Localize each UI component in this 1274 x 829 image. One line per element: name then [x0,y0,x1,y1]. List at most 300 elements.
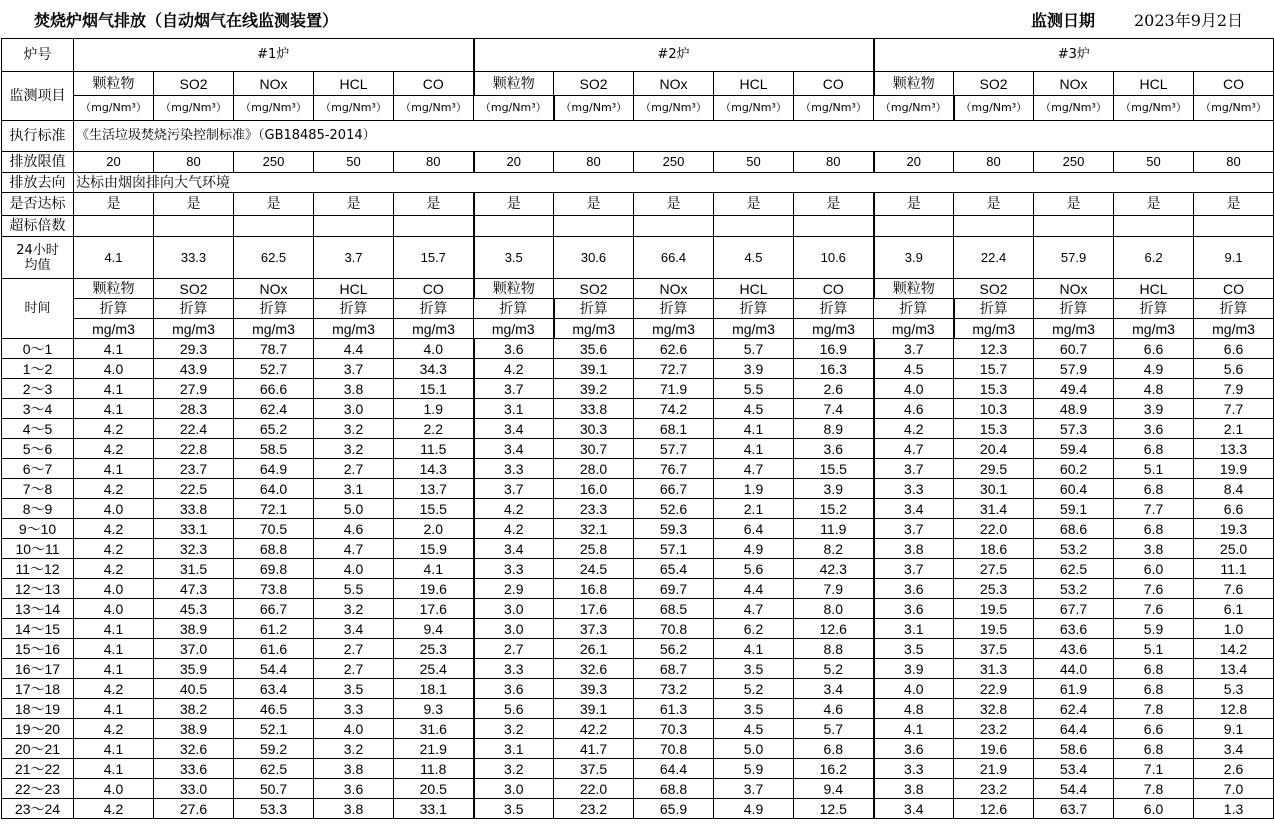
value-cell: 22.5 [154,479,234,499]
value-cell: 25.4 [394,659,474,679]
value-cell: 3.3 [474,659,554,679]
value-cell: 3.0 [474,619,554,639]
limit-value: 250 [1034,152,1114,173]
avg24-value: 57.9 [1034,237,1114,279]
avg24-value: 30.6 [554,237,634,279]
limit-value: 250 [234,152,314,173]
hourly-unit-header: mg/m3 [314,319,394,339]
table-row [2,339,1274,359]
value-cell: 4.1 [714,639,794,659]
compliant-value: 是 [394,193,474,216]
avg24-value: 6.2 [1114,237,1194,279]
value-cell: 5.6 [474,699,554,719]
value-cell: 32.6 [554,659,634,679]
table-row [2,379,1274,399]
avg24-value: 4.1 [74,237,154,279]
pollutant-header: HCL [1114,72,1194,96]
value-cell: 70.3 [634,719,714,739]
value-cell: 59.3 [634,519,714,539]
compliant-value: 是 [74,193,154,216]
value-cell: 3.4 [874,799,954,819]
time-cell: 2～3 [2,379,74,399]
value-cell: 16.8 [554,579,634,599]
value-cell: 21.9 [394,739,474,759]
unit-header: （mg/Nm³） [474,96,554,121]
time-cell: 8～9 [2,499,74,519]
value-cell: 68.1 [634,419,714,439]
exceed-value [1034,216,1114,237]
limit-value: 250 [634,152,714,173]
value-cell: 16.2 [794,759,874,779]
table-row [2,499,1274,519]
value-cell: 9.4 [394,619,474,639]
value-cell: 3.8 [314,379,394,399]
value-cell: 68.8 [234,539,314,559]
exceed-value [234,216,314,237]
hourly-unit-header: mg/m3 [874,319,954,339]
value-cell: 4.2 [74,539,154,559]
table-row [2,639,1274,659]
value-cell: 4.0 [74,599,154,619]
hourly-pollutant-header: NOx [634,279,714,299]
avg24-value: 62.5 [234,237,314,279]
value-cell: 6.0 [1114,799,1194,819]
value-cell: 39.1 [554,699,634,719]
value-cell: 11.1 [1194,559,1274,579]
hourly-unit-header: mg/m3 [1034,319,1114,339]
value-cell: 4.6 [794,699,874,719]
value-cell: 59.1 [1034,499,1114,519]
value-cell: 38.2 [154,699,234,719]
value-cell: 3.6 [474,339,554,359]
limit-value: 80 [954,152,1034,173]
exceed-value [634,216,714,237]
value-cell: 3.5 [474,799,554,819]
value-cell: 46.5 [234,699,314,719]
pollutant-header: SO2 [554,72,634,96]
value-cell: 1.9 [394,399,474,419]
hourly-unit-header: mg/m3 [714,319,794,339]
value-cell: 6.1 [1194,599,1274,619]
pollutant-header: 颗粒物 [474,72,554,96]
value-cell: 6.0 [1114,559,1194,579]
value-cell: 45.3 [154,599,234,619]
destination-text: 达标由烟囱排向大气环境 [74,173,1274,193]
value-cell: 17.6 [394,599,474,619]
value-cell: 54.4 [1034,779,1114,799]
value-cell: 16.9 [794,339,874,359]
hourly-pollutant-header: HCL [1114,279,1194,299]
value-cell: 68.6 [1034,519,1114,539]
conv-header: 折算 [74,299,154,319]
value-cell: 2.6 [1194,759,1274,779]
value-cell: 4.4 [314,339,394,359]
value-cell: 23.2 [954,779,1034,799]
page-title: 焚烧炉烟气排放（自动烟气在线监测装置） [34,11,339,30]
value-cell: 29.5 [954,459,1034,479]
value-cell: 15.3 [954,419,1034,439]
limit-value: 20 [474,152,554,173]
value-cell: 4.1 [74,399,154,419]
value-cell: 5.3 [1194,679,1274,699]
compliant-row [2,193,1274,216]
hourly-unit-header: mg/m3 [474,319,554,339]
value-cell: 3.6 [794,439,874,459]
value-cell: 65.4 [634,559,714,579]
avg24-value: 15.7 [394,237,474,279]
value-cell: 5.1 [1114,639,1194,659]
value-cell: 40.5 [154,679,234,699]
value-cell: 57.3 [1034,419,1114,439]
date-label: 监测日期 [1031,11,1096,30]
value-cell: 68.8 [634,779,714,799]
time-cell: 12～13 [2,579,74,599]
value-cell: 6.2 [714,619,794,639]
value-cell: 4.2 [74,799,154,819]
value-cell: 3.9 [1114,399,1194,419]
avg24-label: 24小时均值 [2,237,74,279]
avg24-value: 3.7 [314,237,394,279]
value-cell: 27.9 [154,379,234,399]
value-cell: 4.0 [74,499,154,519]
hourly-name-row [2,279,1274,299]
unit-header: （mg/Nm³） [234,96,314,121]
value-cell: 3.7 [314,359,394,379]
destination-row [2,173,1274,193]
compliant-value: 是 [874,193,954,216]
value-cell: 11.5 [394,439,474,459]
time-cell: 7～8 [2,479,74,499]
value-cell: 33.1 [154,519,234,539]
value-cell: 42.2 [554,719,634,739]
pollutant-header: CO [394,72,474,96]
unit-header: （mg/Nm³） [714,96,794,121]
value-cell: 6.8 [1114,679,1194,699]
table-row [2,599,1274,619]
value-cell: 4.1 [714,439,794,459]
value-cell: 3.1 [474,739,554,759]
hourly-pollutant-header: NOx [1034,279,1114,299]
value-cell: 4.1 [74,619,154,639]
value-cell: 3.8 [874,539,954,559]
time-cell: 1～2 [2,359,74,379]
pollutant-header: HCL [714,72,794,96]
value-cell: 7.9 [1194,379,1274,399]
value-cell: 61.9 [1034,679,1114,699]
value-cell: 30.1 [954,479,1034,499]
value-cell: 39.2 [554,379,634,399]
value-cell: 28.3 [154,399,234,419]
value-cell: 2.0 [394,519,474,539]
value-cell: 4.1 [74,739,154,759]
value-cell: 76.7 [634,459,714,479]
value-cell: 6.4 [714,519,794,539]
value-cell: 25.8 [554,539,634,559]
value-cell: 9.4 [794,779,874,799]
value-cell: 32.6 [154,739,234,759]
time-cell: 23～24 [2,799,74,819]
value-cell: 4.5 [874,359,954,379]
hourly-unit-header: mg/m3 [554,319,634,339]
standard-text: 《生活垃圾焚烧污染控制标准》（GB18485-2014） [74,121,1274,152]
value-cell: 4.0 [74,579,154,599]
time-cell: 13～14 [2,599,74,619]
value-cell: 4.9 [1114,359,1194,379]
value-cell: 3.0 [474,599,554,619]
value-cell: 70.5 [234,519,314,539]
compliant-value: 是 [714,193,794,216]
exceed-value [154,216,234,237]
time-cell: 3～4 [2,399,74,419]
value-cell: 3.8 [314,759,394,779]
value-cell: 6.6 [1194,499,1274,519]
exceed-value [954,216,1034,237]
pollutant-header: CO [1194,72,1274,96]
value-cell: 7.6 [1114,579,1194,599]
value-cell: 15.1 [394,379,474,399]
table-row [2,399,1274,419]
value-cell: 61.6 [234,639,314,659]
value-cell: 19.3 [1194,519,1274,539]
value-cell: 6.6 [1114,719,1194,739]
value-cell: 70.8 [634,619,714,639]
compliant-value: 是 [954,193,1034,216]
furnace-2-header: #2炉 [474,39,874,72]
value-cell: 15.5 [394,499,474,519]
value-cell: 33.1 [394,799,474,819]
avg24-value: 22.4 [954,237,1034,279]
value-cell: 4.1 [74,699,154,719]
value-cell: 6.6 [1194,339,1274,359]
avg24-value: 33.3 [154,237,234,279]
table-row [2,799,1274,819]
value-cell: 18.1 [394,679,474,699]
value-cell: 3.8 [874,779,954,799]
value-cell: 3.6 [1114,419,1194,439]
value-cell: 54.4 [234,659,314,679]
value-cell: 62.6 [634,339,714,359]
hourly-pollutant-header: SO2 [154,279,234,299]
pollutant-header: 颗粒物 [74,72,154,96]
value-cell: 3.5 [314,679,394,699]
compliant-value: 是 [154,193,234,216]
table-row [2,479,1274,499]
value-cell: 4.2 [74,519,154,539]
value-cell: 3.1 [474,399,554,419]
limit-value: 80 [794,152,874,173]
value-cell: 3.4 [1194,739,1274,759]
value-cell: 7.0 [1194,779,1274,799]
conv-header: 折算 [1114,299,1194,319]
value-cell: 4.9 [714,799,794,819]
unit-row [2,96,1274,121]
value-cell: 64.9 [234,459,314,479]
value-cell: 8.2 [794,539,874,559]
value-cell: 43.6 [1034,639,1114,659]
hourly-unit-header: mg/m3 [634,319,714,339]
limit-label: 排放限值 [2,152,74,173]
value-cell: 7.7 [1194,399,1274,419]
value-cell: 58.5 [234,439,314,459]
compliant-value: 是 [554,193,634,216]
value-cell: 8.9 [794,419,874,439]
monitor-item-label: 监测项目 [2,72,74,121]
value-cell: 23.3 [554,499,634,519]
exceed-value [74,216,154,237]
limit-value: 50 [1114,152,1194,173]
value-cell: 57.9 [1034,359,1114,379]
limit-value: 80 [394,152,474,173]
value-cell: 4.4 [714,579,794,599]
hourly-pollutant-header: 颗粒物 [74,279,154,299]
value-cell: 6.8 [794,739,874,759]
unit-header: （mg/Nm³） [1194,96,1274,121]
value-cell: 28.0 [554,459,634,479]
value-cell: 3.2 [314,739,394,759]
value-cell: 69.8 [234,559,314,579]
limit-value: 80 [1194,152,1274,173]
value-cell: 52.6 [634,499,714,519]
emissions-table-body [2,39,1274,819]
time-cell: 22～23 [2,779,74,799]
value-cell: 53.2 [1034,539,1114,559]
value-cell: 33.6 [154,759,234,779]
exceed-row [2,216,1274,237]
compliant-value: 是 [1194,193,1274,216]
value-cell: 61.3 [634,699,714,719]
value-cell: 38.9 [154,619,234,639]
limit-value: 80 [554,152,634,173]
standard-row [2,121,1274,152]
hourly-unit-header: mg/m3 [954,319,1034,339]
time-cell: 20～21 [2,739,74,759]
compliant-label: 是否达标 [2,193,74,216]
value-cell: 4.5 [714,719,794,739]
value-cell: 8.0 [794,599,874,619]
furnace-no-label: 炉号 [2,39,74,72]
compliant-value: 是 [1034,193,1114,216]
value-cell: 13.7 [394,479,474,499]
limit-value: 80 [154,152,234,173]
value-cell: 58.6 [1034,739,1114,759]
value-cell: 5.2 [714,679,794,699]
value-cell: 66.7 [234,599,314,619]
value-cell: 1.3 [1194,799,1274,819]
value-cell: 66.6 [234,379,314,399]
hourly-unit-header: mg/m3 [1114,319,1194,339]
value-cell: 5.6 [1194,359,1274,379]
value-cell: 3.7 [474,479,554,499]
value-cell: 64.4 [634,759,714,779]
value-cell: 3.5 [714,659,794,679]
time-cell: 6～7 [2,459,74,479]
exceed-value [714,216,794,237]
conv-header: 折算 [794,299,874,319]
value-cell: 14.3 [394,459,474,479]
conv-header: 折算 [954,299,1034,319]
value-cell: 33.8 [154,499,234,519]
value-cell: 4.2 [74,419,154,439]
exceed-value [394,216,474,237]
value-cell: 7.7 [1114,499,1194,519]
value-cell: 63.6 [1034,619,1114,639]
hourly-pollutant-header: 颗粒物 [874,279,954,299]
value-cell: 9.3 [394,699,474,719]
value-cell: 5.5 [714,379,794,399]
value-cell: 74.2 [634,399,714,419]
unit-header: （mg/Nm³） [1114,96,1194,121]
hourly-pollutant-header: NOx [234,279,314,299]
limit-value: 20 [74,152,154,173]
value-cell: 19.5 [954,599,1034,619]
pollutant-header: SO2 [154,72,234,96]
value-cell: 3.6 [874,579,954,599]
table-row [2,579,1274,599]
pollutant-header: NOx [634,72,714,96]
value-cell: 12.6 [794,619,874,639]
value-cell: 19.5 [954,619,1034,639]
value-cell: 5.0 [314,499,394,519]
value-cell: 73.2 [634,679,714,699]
conv-header: 折算 [554,299,634,319]
value-cell: 3.4 [874,499,954,519]
value-cell: 3.8 [1114,539,1194,559]
value-cell: 52.7 [234,359,314,379]
compliant-value: 是 [314,193,394,216]
value-cell: 4.0 [874,379,954,399]
value-cell: 4.6 [314,519,394,539]
value-cell: 11.9 [794,519,874,539]
avg24-value: 66.4 [634,237,714,279]
table-row [2,459,1274,479]
value-cell: 3.7 [874,519,954,539]
value-cell: 38.9 [154,719,234,739]
exceed-label: 超标倍数 [2,216,74,237]
time-cell: 10～11 [2,539,74,559]
value-cell: 4.2 [74,439,154,459]
value-cell: 10.3 [954,399,1034,419]
value-cell: 59.2 [234,739,314,759]
value-cell: 4.8 [1114,379,1194,399]
value-cell: 27.6 [154,799,234,819]
value-cell: 3.7 [874,339,954,359]
hourly-pollutant-header: CO [394,279,474,299]
value-cell: 60.7 [1034,339,1114,359]
avg24-value: 3.9 [874,237,954,279]
value-cell: 7.4 [794,399,874,419]
pollutant-header: CO [794,72,874,96]
pollutant-header: NOx [1034,72,1114,96]
value-cell: 37.0 [154,639,234,659]
value-cell: 60.2 [1034,459,1114,479]
value-cell: 20.4 [954,439,1034,459]
table-row [2,679,1274,699]
destination-label: 排放去向 [2,173,74,193]
exceed-value [474,216,554,237]
value-cell: 3.5 [714,699,794,719]
standard-label: 执行标准 [2,121,74,152]
value-cell: 33.0 [154,779,234,799]
value-cell: 4.2 [874,419,954,439]
value-cell: 2.7 [474,639,554,659]
value-cell: 39.3 [554,679,634,699]
table-row [2,519,1274,539]
hourly-conv-row [2,299,1274,319]
value-cell: 5.7 [794,719,874,739]
value-cell: 68.5 [634,599,714,619]
value-cell: 3.3 [874,479,954,499]
value-cell: 2.7 [314,459,394,479]
